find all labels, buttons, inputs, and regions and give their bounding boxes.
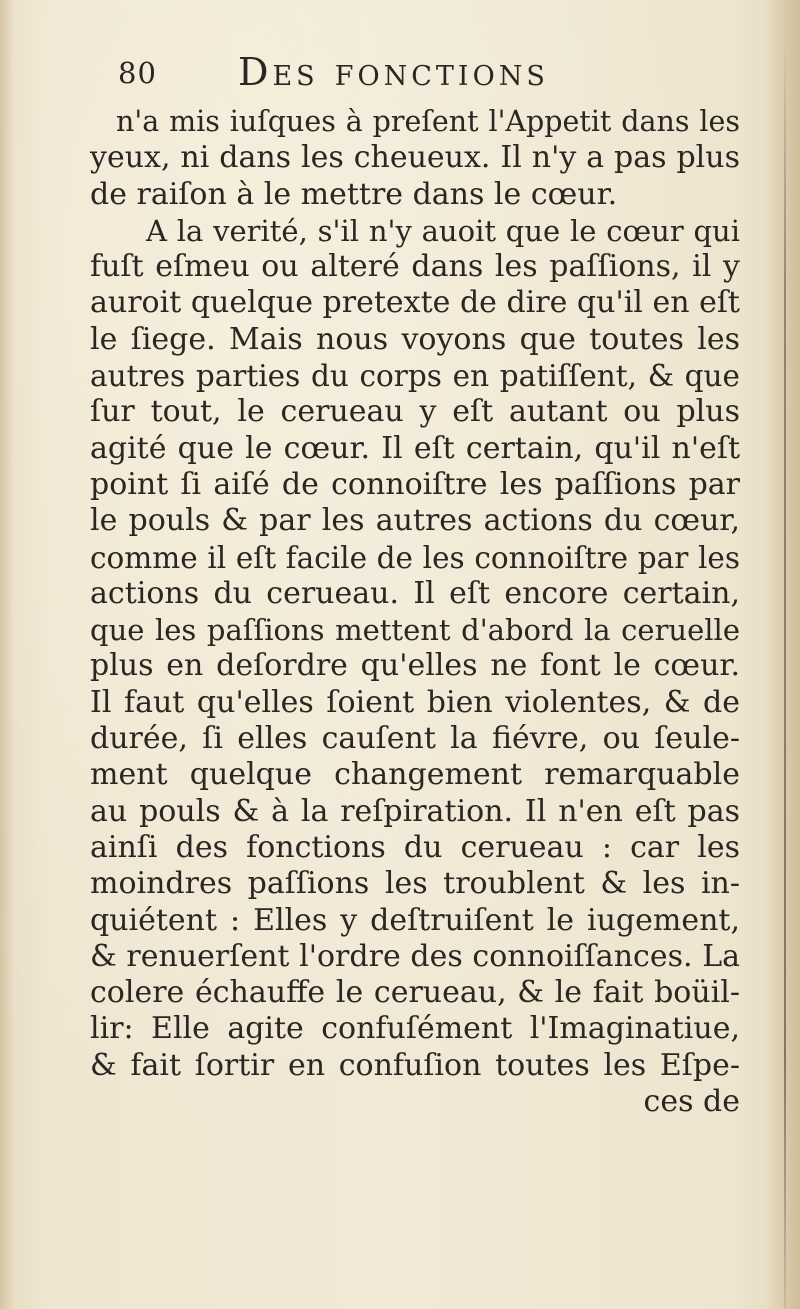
text-line: fuſt eſmeu ou alteré dans les paſſions, il y (90, 249, 740, 285)
text-line: moindres paſſions les troublent & les in- (90, 866, 740, 902)
text-line: de raiſon à le mettre dans le cœur. (90, 176, 618, 212)
text-line: point ſi aiſé de connoiſtre les paſſions par (90, 466, 740, 502)
page-number: 80 (118, 56, 157, 90)
text-line: A la verité, s'il n'y auoit que le cœur qui (146, 213, 740, 248)
text-line: au pouls & à la reſpiration. Il n'en eſt pas (90, 793, 740, 829)
text-line: le ſiege. Mais nous voyons que toutes les (90, 321, 740, 357)
text-line: lir: Elle agite confuſément l'Imaginatiue, (90, 1011, 740, 1047)
text-line: agité que le cœur. Il eſt certain, qu'il n'eſt (90, 430, 740, 466)
text-line: que les paſſions mettent d'abord la ceruelle (90, 613, 740, 648)
catchword: ces de (643, 1084, 740, 1120)
text-line: ainſi des fonctions du cerueau : car les (90, 829, 740, 865)
text-line: durée, ſi elles cauſent la fiévre, ou ſeule- (90, 721, 740, 757)
text-line: plus en deſordre qu'elles ne font le cœur. (90, 648, 740, 684)
text-line: autres parties du corps en patiſſent, & que (90, 359, 740, 394)
text-line: quiétent : Elles y deſtruiſent le iugement, (90, 902, 740, 938)
text-line: n'a mis iuſques à preſent l'Appetit dans les (116, 105, 740, 138)
text-line: Il faut qu'elles ſoient bien violentes, & de (90, 684, 740, 720)
text-line: ſur tout, le cerueau y eſt autant ou plus (90, 394, 740, 430)
page-right-edge (766, 0, 800, 1309)
running-title: Des fonctions (238, 50, 549, 94)
text-line: colere échauffe le cerueau, & le fait boüil- (90, 975, 740, 1011)
text-line: actions du cerueau. Il eſt encore certain, (90, 575, 740, 611)
text-line: & renuerſent l'ordre des connoiſſances. La (90, 938, 740, 974)
text-line: & fait ſortir en confuſion toutes les Eſpe- (90, 1047, 740, 1083)
text-line: ment quelque changement remarquable (90, 757, 740, 793)
page-fold-line (784, 40, 786, 1309)
text-line: auroit quelque pretexte de dire qu'il en eſt (90, 285, 740, 321)
text-line: yeux, ni dans les cheueux. Il n'y a pas plus (90, 140, 740, 176)
page-header (118, 50, 678, 100)
body-text (90, 104, 740, 1120)
text-line: le pouls & par les autres actions du cœur, (90, 503, 740, 539)
page-left-edge (0, 0, 14, 1309)
text-line: comme il eſt facile de les connoiſtre par les (90, 540, 740, 575)
